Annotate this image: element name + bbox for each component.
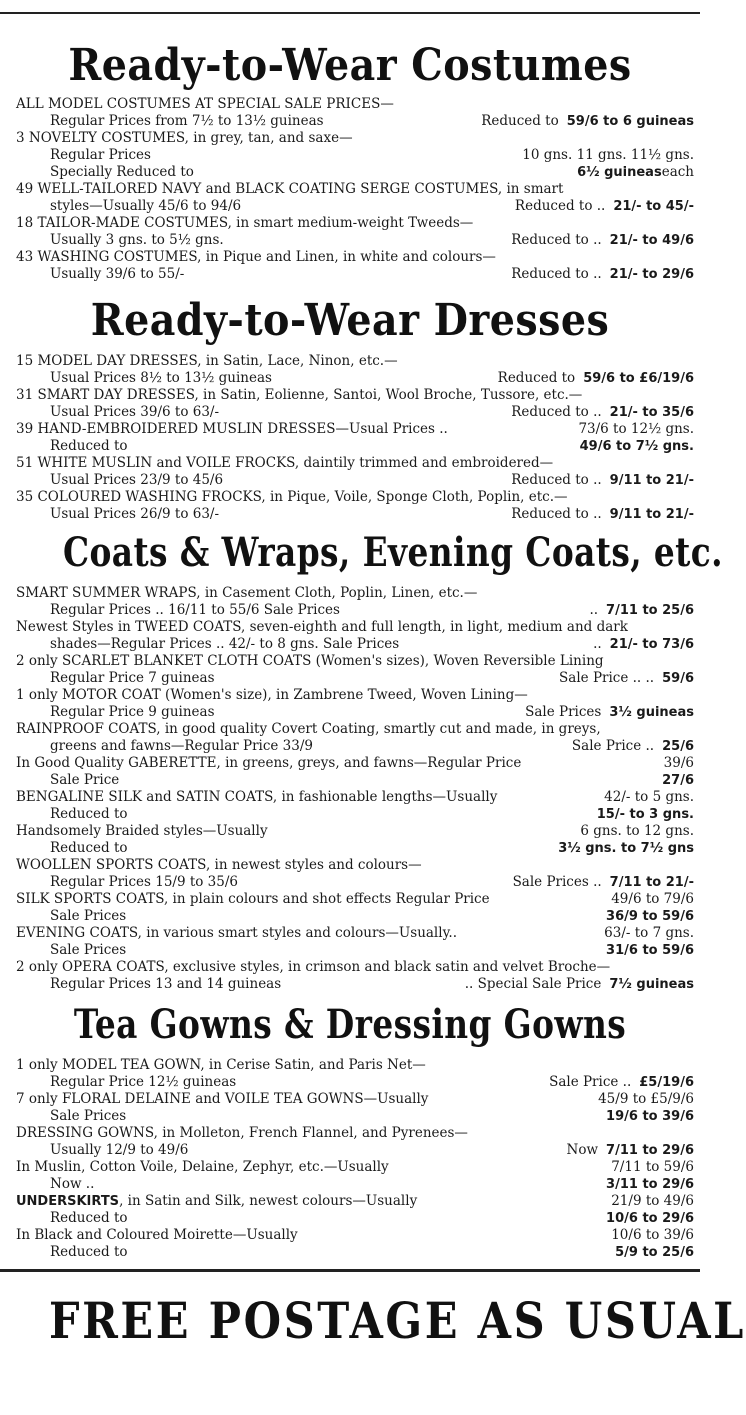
price-line (16, 772, 694, 789)
price-line (16, 421, 694, 438)
item-description: greens and fawns—Regular Price 33/9 (50, 738, 313, 754)
price-line (16, 874, 694, 891)
price-note: Sale Prices .. (512, 874, 602, 890)
item-description: Usually 12/9 to 49/6 (50, 1142, 189, 1158)
price-note: 10 gns. 11 gns. 11½ gns. (522, 147, 694, 163)
price-note: Reduced to .. (511, 266, 602, 282)
price-note: 6 gns. to 12 gns. (580, 823, 694, 839)
price-line (16, 232, 694, 249)
item-description: Reduced to (50, 840, 128, 856)
price-line (16, 404, 694, 421)
item-description: 3 NOVELTY COSTUMES, in grey, tan, and saxe— (16, 130, 353, 146)
sale-price: 19/6 to 39/6 (606, 1109, 694, 1124)
sale-price: £5/19/6 (639, 1075, 694, 1090)
item-description: 31 SMART DAY DRESSES, in Satin, Eolienne, Santoi, Wool Broche, Tussore, etc.— (16, 387, 583, 403)
price-line (16, 721, 694, 738)
price-line (16, 976, 694, 993)
sale-price: 36/9 to 59/6 (606, 909, 694, 924)
costumes-section (0, 96, 700, 283)
sale-price: 21/- to 29/6 (609, 267, 694, 282)
price-line (16, 1176, 694, 1193)
price-line (16, 1244, 694, 1261)
sale-price: 7½ guineas (609, 977, 694, 992)
price-note: Reduced to .. (511, 232, 602, 248)
price-line (16, 181, 694, 198)
price-line (16, 738, 694, 755)
price-line (16, 1074, 694, 1091)
sale-price: 59/6 to £6/19/6 (583, 371, 694, 386)
price-line (16, 602, 694, 619)
item-description: Reduced to (50, 1210, 128, 1226)
sale-price: 21/- to 45/- (613, 199, 694, 214)
item-description: 49 WELL-TAILORED NAVY and BLACK COATING SERGE COSTUMES, in smart (16, 181, 564, 197)
price-line (16, 823, 694, 840)
free-postage-banner: FREE POSTAGE AS USUAL (49, 1291, 746, 1350)
price-line (16, 1125, 694, 1142)
price-line (16, 959, 694, 976)
item-description: Usually 3 gns. to 5½ gns. (50, 232, 224, 248)
price-note: Reduced to (497, 370, 576, 386)
gowns-heading: Tea Gowns & Dressing Gowns (73, 1001, 627, 1048)
item-description: 2 only SCARLET BLANKET CLOTH COATS (Women's sizes), Woven Reversible Lining (16, 653, 604, 669)
price-note: 39/6 (663, 755, 694, 771)
price-line (16, 704, 694, 721)
item-description: Newest Styles in TWEED COATS, seven-eighth and full length, in light, medium and dark (16, 619, 628, 635)
price-line (16, 1210, 694, 1227)
price-note: .. Special Sale Price (464, 976, 602, 992)
price-note: 7/11 to 59/6 (611, 1159, 694, 1175)
price-line (16, 438, 694, 455)
item-description: Reduced to (50, 806, 128, 822)
price-line (16, 489, 694, 506)
price-line (16, 472, 694, 489)
costumes-heading: Ready-to-Wear Costumes (68, 40, 632, 91)
item-description: Sale Prices (50, 1108, 127, 1124)
item-description: styles—Usually 45/6 to 94/6 (50, 198, 242, 214)
price-line (16, 670, 694, 687)
item-description: Usual Prices 26/9 to 63/- (50, 506, 220, 522)
price-note: Reduced to (481, 113, 559, 129)
sale-price: 27/6 (662, 773, 694, 788)
price-line (16, 370, 694, 387)
price-line (16, 387, 694, 404)
price-line (16, 147, 694, 164)
price-line (16, 198, 694, 215)
price-line (16, 925, 694, 942)
price-note: 49/6 to 79/6 (611, 891, 694, 907)
item-description: DRESSING GOWNS, in Molleton, French Flannel, and Pyrenees— (16, 1125, 468, 1141)
sale-price: 3/11 to 29/6 (606, 1177, 694, 1192)
price-line (16, 96, 694, 113)
item-description: Regular Prices (50, 147, 151, 163)
coats-section (0, 585, 700, 993)
price-line (16, 585, 694, 602)
price-line (16, 113, 694, 130)
price-line (16, 908, 694, 925)
sale-price: 49/6 to 7½ gns. (579, 439, 694, 454)
price-line (16, 164, 694, 181)
item-description: Regular Prices 13 and 14 guineas (50, 976, 282, 992)
item-description: Usually 39/6 to 55/- (50, 266, 185, 282)
price-line (16, 130, 694, 147)
price-line (16, 1091, 694, 1108)
item-description: WOOLLEN SPORTS COATS, in newest styles and colours— (16, 857, 422, 873)
price-line (16, 619, 694, 636)
item-description: 7 only FLORAL DELAINE and VOILE TEA GOWNS—Usually (16, 1091, 429, 1107)
item-description: Regular Price 12½ guineas (50, 1074, 237, 1090)
item-description: ALL MODEL COSTUMES AT SPECIAL SALE PRICES— (16, 96, 394, 112)
price-line (16, 1108, 694, 1125)
price-line (16, 857, 694, 874)
item-description: Usual Prices 39/6 to 63/- (50, 404, 220, 420)
sale-price: 7/11 to 29/6 (606, 1143, 694, 1158)
price-note: Sale Prices (525, 704, 602, 720)
price-line (16, 789, 694, 806)
price-note: Now (566, 1142, 599, 1158)
sale-price: 15/- to 3 gns. (596, 807, 694, 822)
item-description: 18 TAILOR-MADE COSTUMES, in smart medium-weight Tweeds— (16, 215, 474, 231)
coats-heading: Coats & Wraps, Evening Coats, etc. (63, 529, 723, 576)
item-description: BENGALINE SILK and SATIN COATS, in fashionable lengths—Usually (16, 789, 498, 805)
item-description: In Muslin, Cotton Voile, Delaine, Zephyr, etc.—Usually (16, 1159, 389, 1175)
item-description: Usual Prices 23/9 to 45/6 (50, 472, 224, 488)
item-description: 35 COLOURED WASHING FROCKS, in Pique, Voile, Sponge Cloth, Poplin, etc.— (16, 489, 568, 505)
sale-price: 9/11 to 21/- (609, 507, 694, 522)
item-description: Sale Price (50, 772, 120, 788)
item-description: SMART SUMMER WRAPS, in Casement Cloth, Poplin, Linen, etc.— (16, 585, 478, 601)
item-description: , in Satin and Silk, newest colours—Usually (119, 1193, 418, 1209)
item-description: 51 WHITE MUSLIN and VOILE FROCKS, daintily trimmed and embroidered— (16, 455, 554, 471)
price-line (16, 215, 694, 232)
price-line (16, 1142, 694, 1159)
price-note: 10/6 to 39/6 (611, 1227, 694, 1243)
price-line (16, 353, 694, 370)
sale-price: 7/11 to 21/- (609, 875, 694, 890)
sale-price: 5/9 to 25/6 (615, 1245, 694, 1260)
price-line (16, 942, 694, 959)
price-note: 63/- to 7 gns. (604, 925, 694, 941)
sale-price: 10/6 to 29/6 (606, 1211, 694, 1226)
price-note: .. (589, 602, 599, 618)
price-suffix: each (661, 164, 694, 180)
price-line (16, 1193, 694, 1210)
price-line (16, 840, 694, 857)
item-description: 39 HAND-EMBROIDERED MUSLIN DRESSES—Usual Prices .. (16, 421, 448, 437)
item-description: 1 only MOTOR COAT (Women's size), in Zambrene Tweed, Woven Lining— (16, 687, 528, 703)
price-note: 21/9 to 49/6 (611, 1193, 694, 1209)
price-line (16, 1057, 694, 1074)
item-description: Usual Prices 8½ to 13½ guineas (50, 370, 272, 386)
item-description: Sale Prices (50, 942, 127, 958)
item-description: Regular Price 9 guineas (50, 704, 215, 720)
item-description: 43 WASHING COSTUMES, in Pique and Linen, in white and colours— (16, 249, 496, 265)
gowns-section (0, 1057, 700, 1261)
top-rule (0, 12, 700, 14)
sale-price: 3½ gns. to 7½ gns (558, 841, 694, 856)
price-line (16, 636, 694, 653)
item-description: EVENING COATS, in various smart styles and colours—Usually.. (16, 925, 457, 941)
price-note: .. (593, 636, 602, 652)
price-note: 45/9 to £5/9/6 (598, 1091, 694, 1107)
sale-price: 3½ guineas (609, 705, 694, 720)
item-description: 2 only OPERA COATS, exclusive styles, in crimson and black satin and velvet Broche— (16, 959, 611, 975)
price-note: Reduced to .. (514, 198, 606, 214)
price-line (16, 653, 694, 670)
item-description: In Good Quality GABERETTE, in greens, greys, and fawns—Regular Price (16, 755, 522, 771)
item-description: Regular Prices .. 16/11 to 55/6 Sale Prices (50, 602, 340, 618)
price-line (16, 687, 694, 704)
price-note: 73/6 to 12½ gns. (578, 421, 694, 437)
price-note: Reduced to .. (511, 472, 602, 488)
item-description: In Black and Coloured Moirette—Usually (16, 1227, 298, 1243)
item-description: Reduced to (50, 438, 128, 454)
price-line (16, 249, 694, 266)
item-description: Sale Prices (50, 908, 127, 924)
price-note: Sale Price .. (571, 738, 655, 754)
sale-price: 21/- to 35/6 (609, 405, 694, 420)
price-line (16, 1227, 694, 1244)
sale-price: 21/- to 73/6 (609, 637, 694, 652)
dresses-section (0, 353, 700, 523)
sale-price: 25/6 (662, 739, 694, 754)
price-note: 42/- to 5 gns. (604, 789, 694, 805)
item-description: 15 MODEL DAY DRESSES, in Satin, Lace, Ninon, etc.— (16, 353, 398, 369)
dresses-heading: Ready-to-Wear Dresses (90, 295, 610, 346)
sale-price: 31/6 to 59/6 (606, 943, 694, 958)
price-line (16, 266, 694, 283)
sale-price: 6½ guineas (577, 165, 662, 180)
price-note: Sale Price .. (549, 1074, 632, 1090)
item-description: Now .. (50, 1176, 95, 1192)
item-description: 1 only MODEL TEA GOWN, in Cerise Satin, and Paris Net— (16, 1057, 426, 1073)
sale-price: 9/11 to 21/- (609, 473, 694, 488)
item-description: shades—Regular Prices .. 42/- to 8 gns. Sale Prices (50, 636, 400, 652)
price-note: Reduced to .. (511, 506, 602, 522)
price-line (16, 891, 694, 908)
item-description: RAINPROOF COATS, in good quality Covert Coating, smartly cut and made, in greys, (16, 721, 601, 737)
price-line (16, 506, 694, 523)
item-description: Reduced to (50, 1244, 128, 1260)
item-description: Regular Prices 15/9 to 35/6 (50, 874, 238, 890)
sale-price: 7/11 to 25/6 (606, 603, 694, 618)
sale-price: 21/- to 49/6 (609, 233, 694, 248)
sale-price: 59/6 (662, 671, 694, 686)
price-note: Sale Price .. .. (559, 670, 655, 686)
sale-price: 59/6 to 6 guineas (566, 114, 694, 129)
price-line (16, 755, 694, 772)
item-description: Regular Prices from 7½ to 13½ guineas (50, 113, 324, 129)
item-description: Regular Price 7 guineas (50, 670, 215, 686)
item-description: SILK SPORTS COATS, in plain colours and shot effects Regular Price (16, 891, 490, 907)
price-line (16, 1159, 694, 1176)
price-note: Reduced to .. (511, 404, 602, 420)
price-line (16, 455, 694, 472)
item-description: Handsomely Braided styles—Usually (16, 823, 268, 839)
item-name-bold: UNDERSKIRTS (16, 1194, 120, 1209)
item-description: Specially Reduced to (50, 164, 194, 180)
footer-rule (0, 1269, 700, 1272)
price-line (16, 806, 694, 823)
